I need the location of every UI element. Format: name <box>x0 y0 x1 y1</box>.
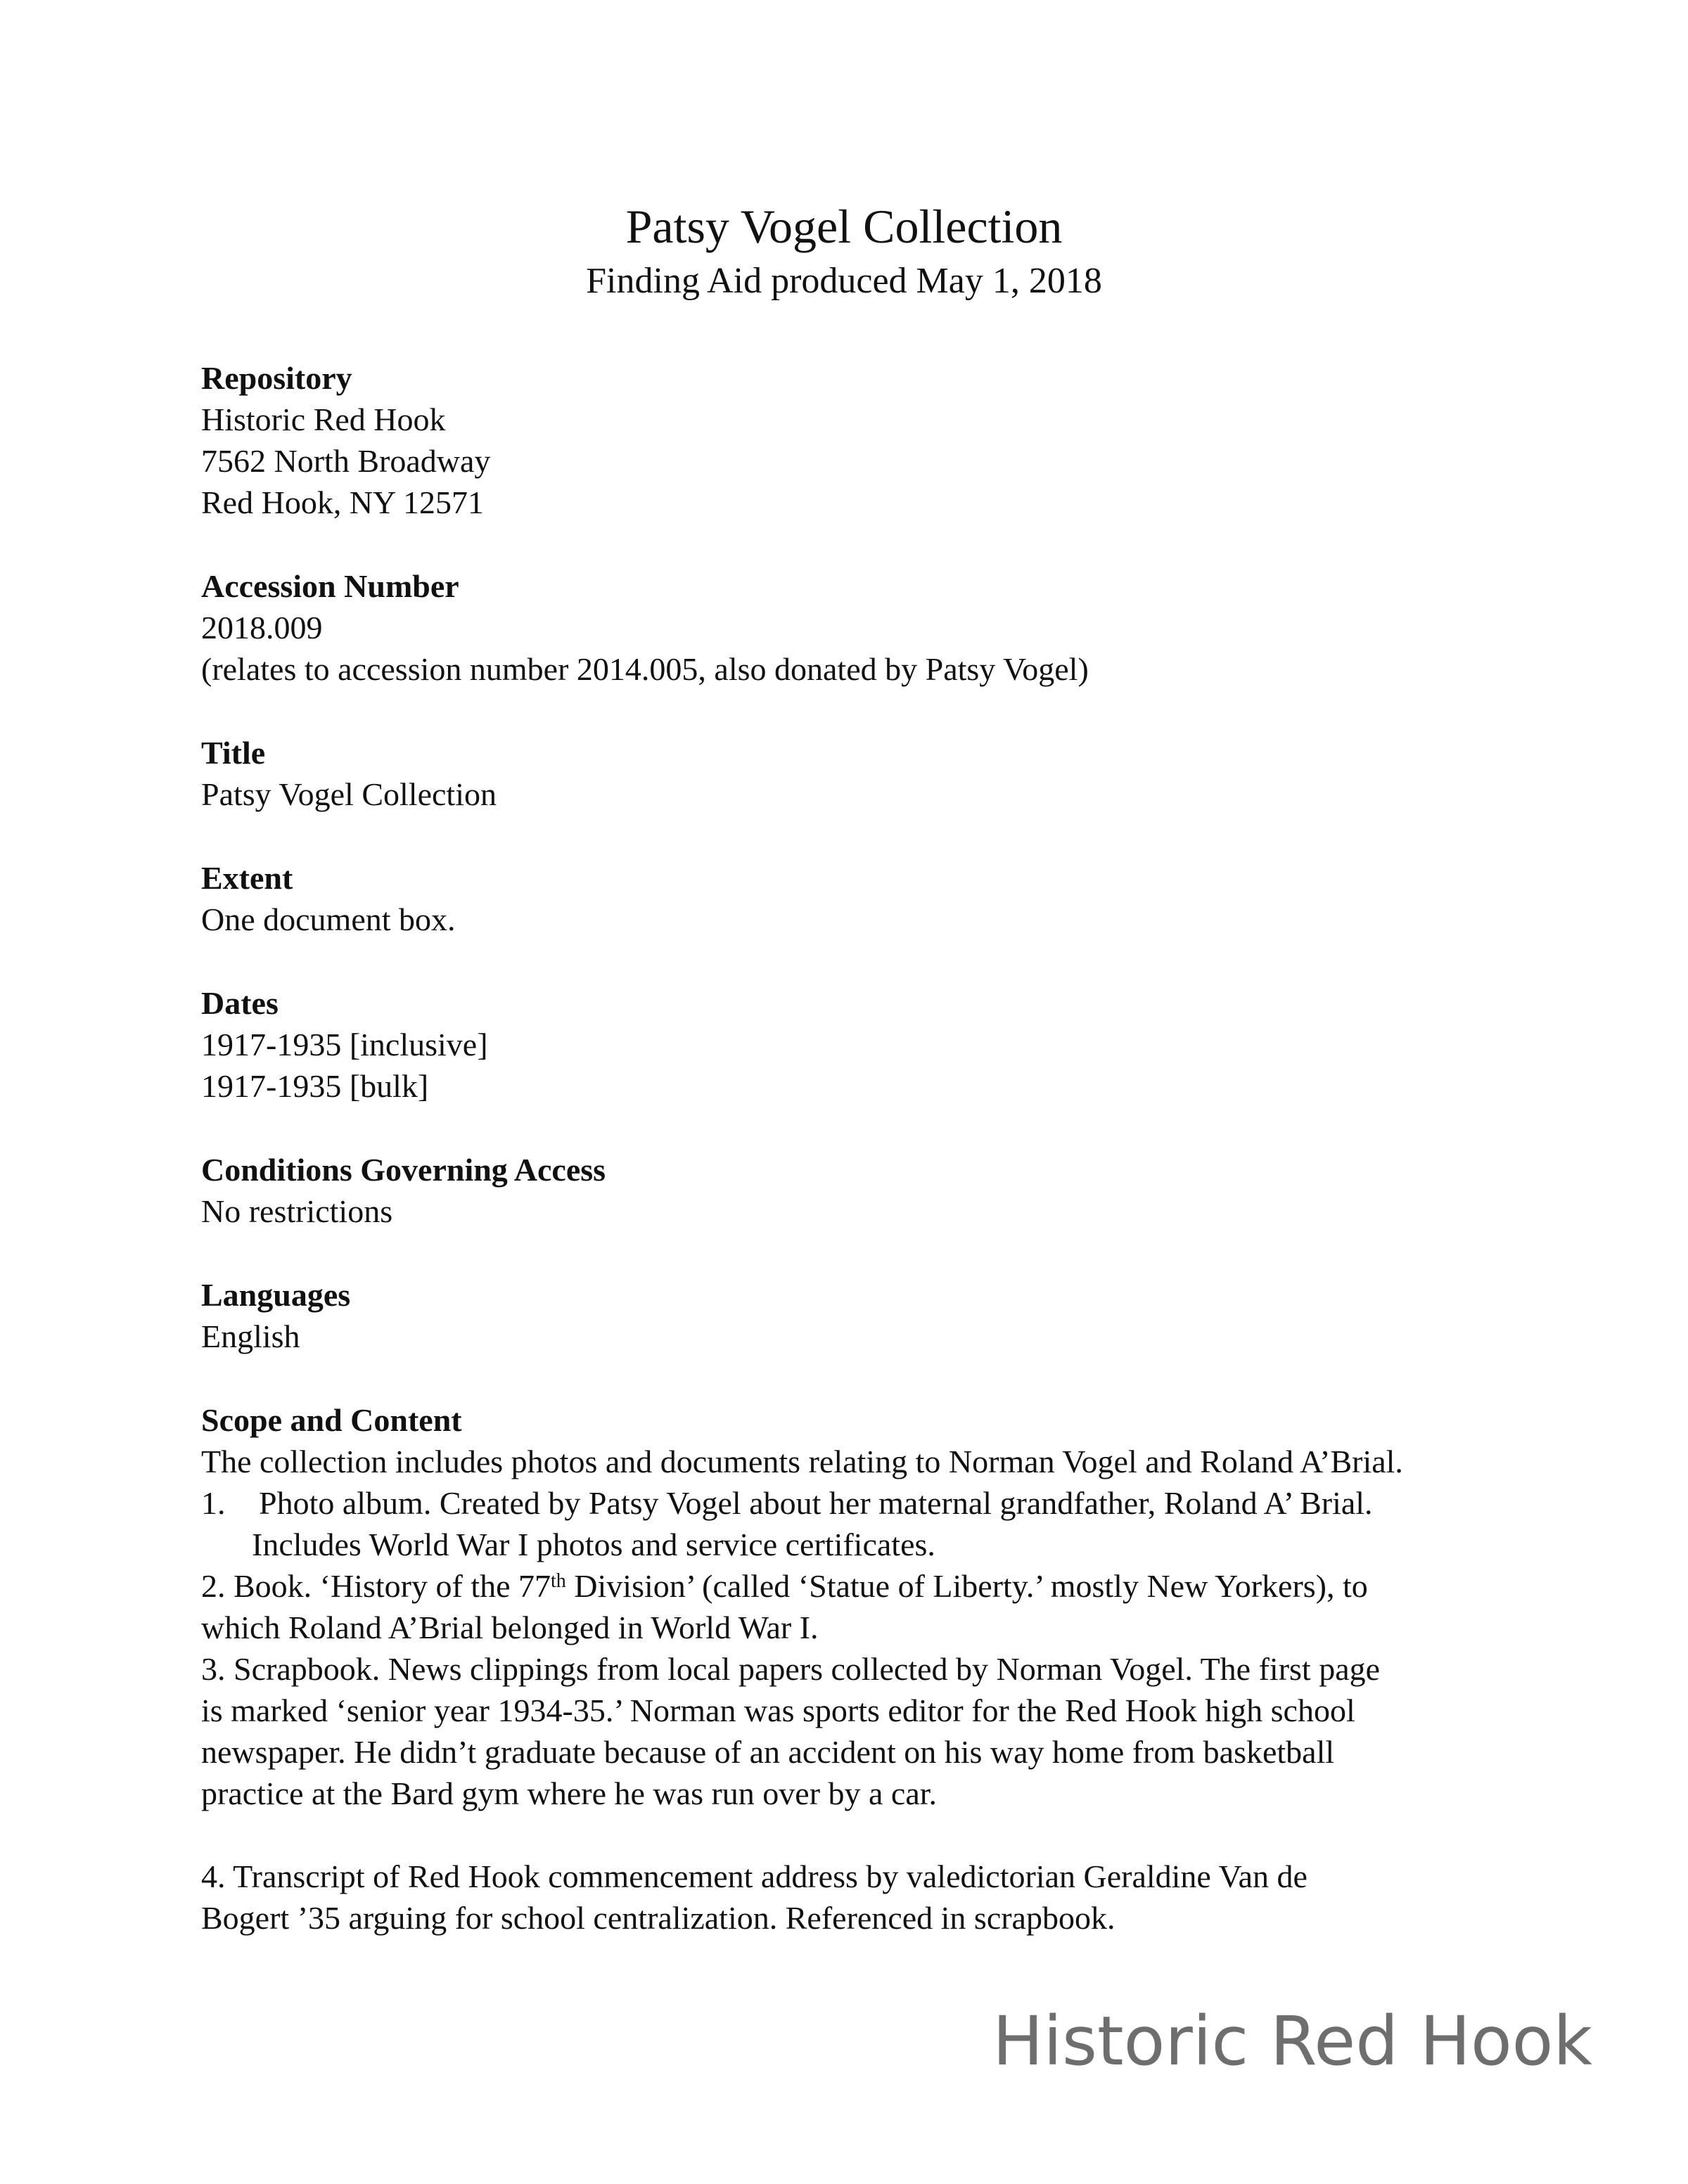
extent-section <box>201 857 1537 940</box>
list-item-text: Photo album. Created by Patsy Vogel about her maternal grandfather, Roland A’ Brial. <box>259 1485 1373 1521</box>
section-heading: Scope and Content <box>201 1402 462 1438</box>
extent-value: One document box. <box>201 901 456 937</box>
access-section <box>201 1149 1537 1232</box>
list-item-text: Division’ (called ‘Statue of Liberty.’ mostly New Yorkers), to <box>565 1568 1368 1604</box>
title-section <box>201 732 1537 815</box>
section-heading: Title <box>201 735 266 771</box>
list-item-continuation: Bogert ’35 arguing for school centralization. Referenced in scrapbook. <box>201 1900 1115 1936</box>
list-item-continuation: Includes World War I photos and service certificates. <box>252 1527 935 1562</box>
languages-section <box>201 1274 1537 1357</box>
accession-number: 2018.009 <box>201 610 323 645</box>
page-subtitle: Finding Aid produced May 1, 2018 <box>586 261 1102 301</box>
access-value: No restrictions <box>201 1193 393 1229</box>
accession-note: (relates to accession number 2014.005, also donated by Patsy Vogel) <box>201 651 1089 687</box>
list-item-continuation: newspaper. He didn’t graduate because of an accident on his way home from basketball <box>201 1734 1335 1770</box>
list-number: 1. <box>201 1485 226 1521</box>
list-item <box>201 1565 1537 1607</box>
list-item <box>201 1482 1537 1524</box>
repository-city: Red Hook, NY 12571 <box>201 484 485 520</box>
watermark: Historic Red Hook <box>992 2002 1592 2081</box>
list-item: 4. Transcript of Red Hook commencement address by valedictorian Geraldine Van de <box>201 1858 1307 1894</box>
section-heading: Dates <box>201 985 279 1021</box>
list-item-continuation: practice at the Bard gym where he was run over by a car. <box>201 1775 938 1811</box>
list-item-text: 2. Book. ‘History of the 77 <box>201 1568 551 1604</box>
list-item-continuation: is marked ‘senior year 1934-35.’ Norman was sports editor for the Red Hook high school <box>201 1692 1355 1728</box>
dates-section <box>201 982 1537 1107</box>
dates-inclusive: 1917-1935 [inclusive] <box>201 1027 488 1062</box>
ordinal-suffix: th <box>551 1570 566 1592</box>
section-heading: Extent <box>201 860 293 896</box>
section-heading: Languages <box>201 1277 351 1313</box>
accession-section <box>201 565 1537 690</box>
scope-section <box>201 1399 1537 1939</box>
finding-aid-body <box>201 357 1537 1981</box>
scope-intro: The collection includes photos and documents relating to Norman Vogel and Roland A’Brial. <box>201 1444 1403 1479</box>
section-heading: Conditions Governing Access <box>201 1152 606 1188</box>
language-value: English <box>201 1318 300 1354</box>
spacer <box>201 1814 1537 1856</box>
section-heading: Accession Number <box>201 568 459 604</box>
repository-name: Historic Red Hook <box>201 402 446 437</box>
repository-section <box>201 357 1537 523</box>
dates-bulk: 1917-1935 [bulk] <box>201 1068 429 1104</box>
repository-street: 7562 North Broadway <box>201 443 491 479</box>
section-heading: Repository <box>201 360 352 396</box>
page-title: Patsy Vogel Collection <box>625 200 1063 253</box>
collection-title: Patsy Vogel Collection <box>201 776 497 812</box>
list-item: 3. Scrapbook. News clippings from local papers collected by Norman Vogel. The first page <box>201 1651 1381 1687</box>
list-item-continuation: which Roland A’Brial belonged in World War I. <box>201 1610 819 1645</box>
